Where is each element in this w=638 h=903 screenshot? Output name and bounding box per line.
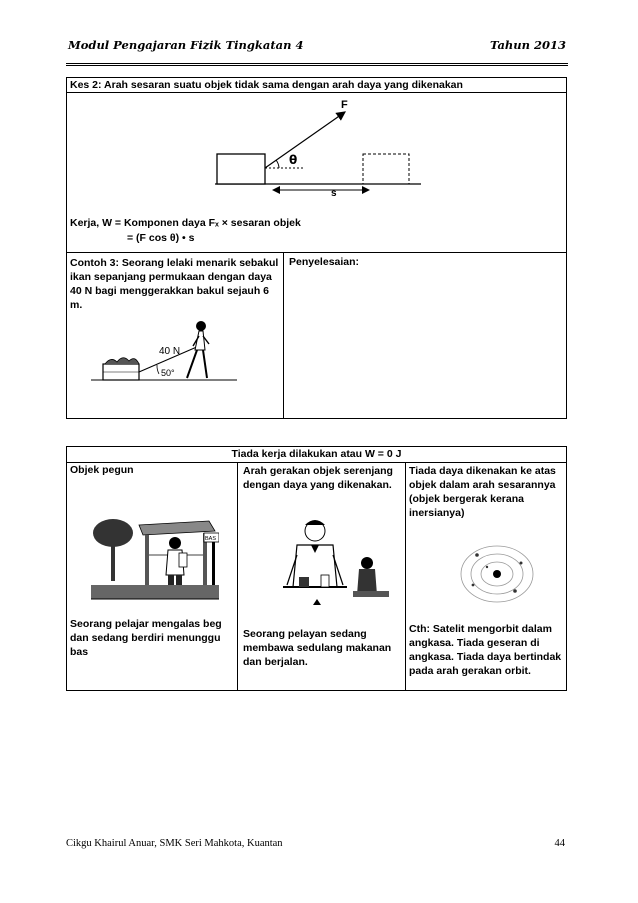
year-label: Tahun 2013 — [489, 38, 566, 52]
column-heading-perpendicular: Arah gerakan objek serenjang dengan daya yang dikenakan. — [243, 465, 393, 491]
force-label: F — [341, 99, 348, 111]
waiter-tray-illustration — [263, 511, 393, 611]
page-footer — [66, 838, 567, 852]
case2-title-row — [67, 78, 566, 93]
example3-text: Contoh 3: Seorang lelaki menarik sebakul ikan sepanjang permukaan dengan daya 40 N bagi menggerakkan bakul sejauh 6 m. — [70, 257, 279, 311]
module-title: Modul Pengajaran Fizik Tingkatan 4 — [68, 38, 304, 52]
case2-table — [66, 77, 567, 419]
column-heading-no-force: Tiada daya dikenakan ke atas objek dalam arah sesarannya (objek bergerak kerana inersianya) — [409, 465, 556, 519]
example-angle-label: 50° — [161, 368, 175, 378]
caption-no-force: Cth: Satelit mengorbit dalam angkasa. Tiada geseran di angkasa. Tiada daya bertindak pada arah gerakan orbit. — [409, 623, 562, 677]
work-formula-line2: = (F cos θ) • s — [127, 232, 195, 244]
solution-label: Penyelesaian: — [289, 256, 360, 268]
no-work-table — [66, 446, 567, 691]
displacement-label: s — [331, 188, 337, 196]
force-displacement-diagram — [207, 96, 487, 196]
box-initial — [217, 154, 265, 184]
no-work-title: Tiada kerja dilakukan atau W = 0 J — [231, 448, 402, 460]
case2-title: Kes 2: Arah sesaran suatu objek tidak sama dengan arah daya yang dikenakan — [70, 79, 463, 91]
bus-sign: BAS — [205, 536, 217, 542]
page-header — [68, 38, 566, 56]
caption-perpendicular: Seorang pelayan sedang membawa sedulang makanan dan berjalan. — [243, 628, 392, 668]
satellite-orbit-illustration — [457, 541, 537, 607]
column-heading-stationary: Objek pegun — [70, 464, 134, 476]
caption-stationary: Seorang pelajar mengalas beg dan sedang berdiri menunggu bas — [70, 618, 222, 658]
example-force-label: 40 N — [159, 346, 181, 357]
work-formula-line1: Kerja, W = Komponen daya Fₓ × sesaran objek — [70, 217, 301, 229]
student-bus-stop-illustration — [91, 511, 219, 607]
man-pulling-basket-illustration — [89, 314, 239, 392]
box-final — [363, 154, 409, 184]
angle-label: θ — [289, 153, 298, 167]
header-rule — [66, 63, 568, 66]
author-credit: Cikgu Khairul Anuar, SMK Seri Mahkota, Kuantan — [66, 838, 283, 849]
page-number: 44 — [554, 838, 565, 849]
